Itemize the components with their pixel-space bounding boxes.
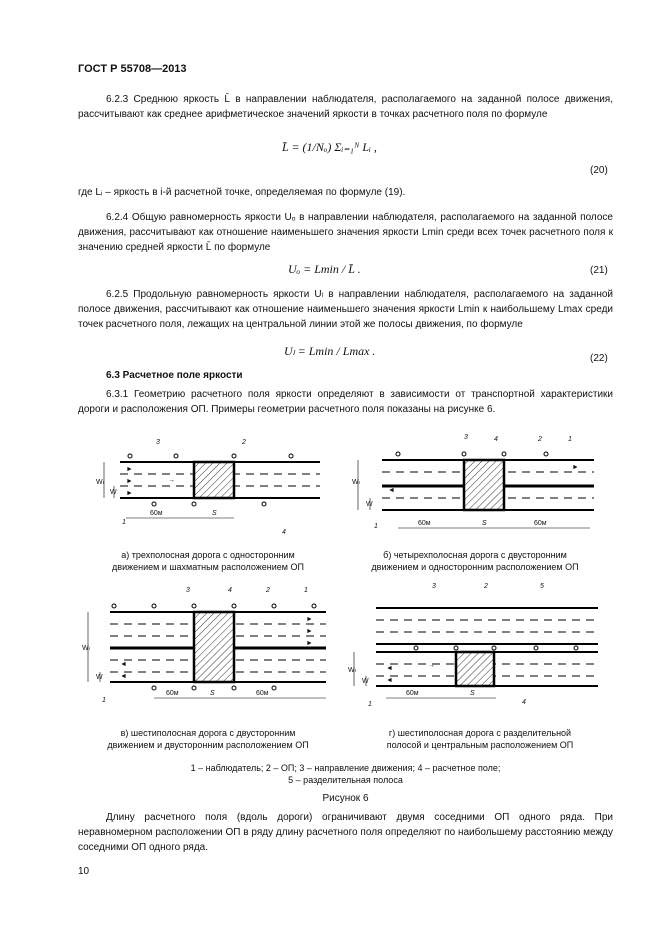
svg-text:→: →	[428, 662, 435, 669]
figure-d-caption: г) шестиполосная дорога с разделительной полосой и центральным расположением ОП	[386, 728, 574, 750]
svg-text:►: ►	[306, 640, 313, 647]
svg-text:Wₗ: Wₗ	[96, 479, 104, 486]
svg-text:5: 5	[540, 583, 544, 590]
svg-text:60м: 60м	[256, 690, 269, 697]
svg-text:W: W	[96, 674, 103, 681]
svg-text:Wₗ: Wₗ	[82, 645, 90, 652]
svg-text:2: 2	[242, 439, 246, 446]
svg-text:4: 4	[522, 699, 526, 706]
figure-d-diagram	[346, 580, 602, 710]
svg-text:3: 3	[186, 587, 190, 594]
svg-text:4: 4	[282, 529, 286, 536]
figure-c-caption: в) шестиполосная дорога с двусторонним движением и двусторонним расположением ОП	[107, 728, 309, 750]
equation-number-22: (22)	[590, 353, 608, 364]
svg-text:Wₗ: Wₗ	[352, 479, 360, 486]
figure-title: Рисунок 6	[322, 793, 369, 804]
svg-text:1: 1	[102, 697, 106, 704]
svg-text:◄: ◄	[386, 665, 393, 672]
svg-text:S: S	[470, 690, 475, 697]
svg-text:◄: ◄	[120, 661, 127, 668]
figure-b-caption: б) четырехполосная дорога с двусторонним движением и односторонним расположением ОП	[371, 550, 579, 572]
svg-text:►: ►	[306, 628, 313, 635]
svg-text:◄: ◄	[120, 673, 127, 680]
svg-text:3: 3	[432, 583, 436, 590]
svg-text:1: 1	[374, 523, 378, 530]
figure-a-caption: а) трехполосная дорога с односторонним движением и шахматным расположением ОП	[112, 550, 304, 572]
svg-text:►: ►	[572, 464, 579, 471]
paragraph-6-3-1: 6.3.1 Геометрию расчетного поля яркости определяют в зависимости от транспортной характеристики дороги и расположения ОП. Примеры геометрии расчетного поля показаны на рисунке 6.	[78, 389, 613, 415]
equation-number-21: (21)	[590, 265, 608, 276]
svg-text:3: 3	[464, 434, 468, 441]
svg-text:2: 2	[266, 587, 270, 594]
svg-text:60м: 60м	[406, 690, 419, 697]
paragraph-6-2-5: 6.2.5 Продольную равномерность яркости Uₗ в направлении наблюдателя, располагаемого на заданной полосе движения, рассчитывают как отношение наименьшего значения яркости Lmin к наибольшему Lmax среди точек расчетного поля, лежащих на центральной линии этой же полосы движения, по формуле	[78, 289, 613, 330]
svg-text:►: ►	[126, 466, 133, 473]
svg-text:►: ►	[306, 616, 313, 623]
svg-text:3: 3	[156, 439, 160, 446]
svg-text:Wₗ: Wₗ	[348, 667, 356, 674]
svg-text:60м: 60м	[534, 520, 547, 527]
document-header: ГОСТ Р 55708—2013	[78, 63, 187, 75]
equation-number-20: (20)	[590, 165, 608, 176]
svg-text:►: ►	[126, 478, 133, 485]
svg-text:1: 1	[122, 519, 126, 526]
svg-text:◄: ◄	[388, 487, 395, 494]
formula-21: Uₒ = Lmin / L̄ .	[288, 262, 361, 276]
svg-text:S: S	[210, 690, 215, 697]
paragraph-6-2-4: 6.2.4 Общую равномерность яркости Uₒ в направлении наблюдателя, располагаемого на заданной полосе движения, рассчитывают как отношение наименьшего значения яркости Lmin среди всех точек расчетного поля к значению средней яркости L̄ по формуле	[78, 212, 613, 253]
svg-text:2: 2	[538, 436, 542, 443]
paragraph-6-2-3: 6.2.3 Среднюю яркость L̄ в направлении наблюдателя, располагаемого на заданной полосе движения, рассчитывают как среднее арифметическое значений яркости в точках расчетного поля по формуле	[78, 94, 613, 120]
where-line: где Lᵢ – яркость в i-й расчетной точке, определяемая по формуле (19).	[78, 187, 406, 198]
figure-legend: 1 – наблюдатель; 2 – ОП; 3 – направление движения; 4 – расчетное поле; 5 – разделительная полоса	[190, 763, 501, 785]
section-heading: 6.3 Расчетное поле яркости	[106, 370, 243, 381]
svg-text:→: →	[168, 477, 175, 484]
page-number: 10	[78, 866, 90, 877]
svg-text:2: 2	[484, 583, 488, 590]
svg-text:W: W	[362, 678, 369, 685]
svg-text:1: 1	[368, 701, 372, 708]
svg-text:1: 1	[304, 587, 308, 594]
svg-text:W: W	[366, 501, 373, 508]
svg-text:60м: 60м	[150, 510, 163, 517]
svg-text:4: 4	[228, 587, 232, 594]
svg-text:4: 4	[494, 436, 498, 443]
svg-text:S: S	[482, 520, 487, 527]
figure-b-diagram	[348, 432, 598, 542]
svg-text:1: 1	[568, 436, 572, 443]
svg-text:60м: 60м	[418, 520, 431, 527]
svg-text:◄: ◄	[386, 677, 393, 684]
formula-22: Uₗ = Lmin / Lmax .	[284, 344, 376, 358]
figure-a-diagram	[84, 436, 324, 546]
paragraph-final: Длину расчетного поля (вдоль дороги) ограничивают двумя соседними ОП одного ряда. При неравномерном расположении ОП в ряду длину расчетного поля определяют по наибольшему расстоянию между соседними ОП одного ряда.	[78, 812, 613, 853]
svg-text:S: S	[212, 510, 217, 517]
svg-text:60м: 60м	[166, 690, 179, 697]
figure-c-diagram	[80, 584, 330, 709]
svg-text:►: ►	[126, 490, 133, 497]
svg-text:W: W	[110, 489, 117, 496]
formula-20: L̄ = (1/Nₒ) Σᵢ₌₁ᴺ Lᵢ ,	[282, 140, 377, 154]
